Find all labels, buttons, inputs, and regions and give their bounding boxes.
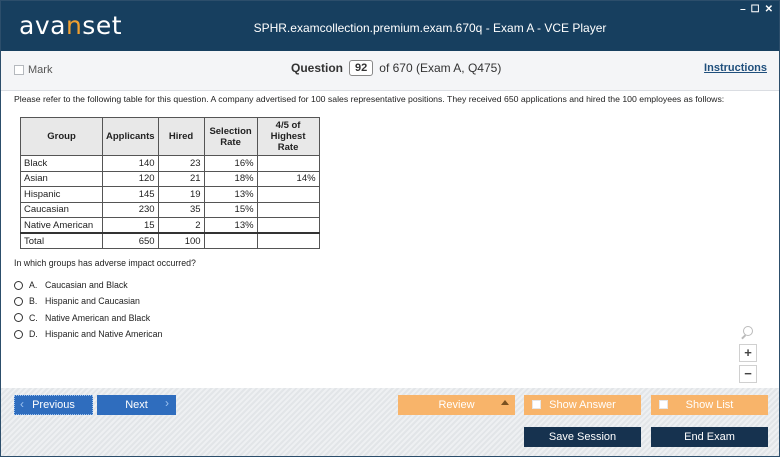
cell-applicants: 230 xyxy=(103,202,159,218)
cell-hired: 2 xyxy=(158,218,204,234)
radio-button[interactable] xyxy=(14,330,23,339)
option-letter: D. xyxy=(29,329,38,340)
cell-selection-rate: 15% xyxy=(204,202,257,218)
table-row xyxy=(21,187,320,203)
cell-highest-rate xyxy=(257,218,319,234)
answer-option-a[interactable] xyxy=(14,277,162,293)
cell-applicants: 650 xyxy=(103,233,159,249)
table-row xyxy=(21,171,320,187)
window-title: SPHR.examcollection.premium.exam.670q - Exam A - VCE Player xyxy=(253,21,607,35)
magnifier-icon xyxy=(740,325,756,341)
review-button[interactable] xyxy=(398,395,515,415)
col-header-group: Group xyxy=(21,118,103,156)
zoom-in-button[interactable]: + xyxy=(739,344,757,362)
close-icon[interactable]: ✕ xyxy=(764,4,773,15)
table-row xyxy=(21,202,320,218)
question-bar xyxy=(1,51,779,91)
title-bar xyxy=(1,1,779,51)
cell-applicants: 120 xyxy=(103,171,159,187)
cell-group: Asian xyxy=(21,171,103,187)
checkbox-icon xyxy=(659,400,668,409)
cell-highest-rate xyxy=(257,156,319,172)
instructions-link[interactable]: Instructions xyxy=(704,62,767,74)
radio-button[interactable] xyxy=(14,313,23,322)
table-total-row xyxy=(21,233,320,249)
mark-checkbox[interactable] xyxy=(14,64,52,76)
maximize-icon[interactable]: ☐ xyxy=(750,4,760,15)
show-answer-label: Show Answer xyxy=(549,399,616,411)
zoom-out-button[interactable]: − xyxy=(739,365,757,383)
table-row xyxy=(21,156,320,172)
option-letter: C. xyxy=(29,312,38,323)
show-list-label: Show List xyxy=(685,399,734,411)
chevron-left-icon: ‹ xyxy=(20,397,24,411)
option-text: Caucasian and Black xyxy=(45,280,128,291)
question-stem: Please refer to the following table for this question. A company advertised for 100 sales representative positions. They received 650 applications and hired the 100 employees as follows: xyxy=(14,94,725,104)
zoom-controls xyxy=(739,325,757,383)
cell-hired: 100 xyxy=(158,233,204,249)
avanset-logo: avanset xyxy=(19,11,123,40)
cell-hired: 21 xyxy=(158,171,204,187)
cell-selection-rate: 13% xyxy=(204,187,257,203)
cell-applicants: 15 xyxy=(103,218,159,234)
answer-option-b[interactable] xyxy=(14,293,162,309)
col-header-hired: Hired xyxy=(158,118,204,156)
option-text: Hispanic and Native American xyxy=(45,329,163,340)
cell-hired: 35 xyxy=(158,202,204,218)
cell-hired: 23 xyxy=(158,156,204,172)
cell-group: Caucasian xyxy=(21,202,103,218)
answer-options xyxy=(14,277,162,342)
cell-selection-rate: 18% xyxy=(204,171,257,187)
cell-group: Total xyxy=(21,233,103,249)
question-number-input[interactable]: 92 xyxy=(349,60,373,76)
bottom-toolbar xyxy=(1,388,779,456)
show-list-button[interactable] xyxy=(651,395,768,415)
cell-highest-rate xyxy=(257,233,319,249)
question-of-text: of 670 (Exam A, Q475) xyxy=(379,61,502,75)
save-session-button[interactable]: Save Session xyxy=(524,427,641,447)
next-label: Next xyxy=(125,399,148,411)
end-exam-button[interactable]: End Exam xyxy=(651,427,768,447)
option-letter: B. xyxy=(29,296,38,307)
chevron-right-icon: › xyxy=(165,396,169,410)
next-button[interactable] xyxy=(97,395,176,415)
cell-selection-rate: 13% xyxy=(204,218,257,234)
cell-highest-rate xyxy=(257,202,319,218)
question-number-display xyxy=(291,60,501,76)
option-letter: A. xyxy=(29,280,38,291)
cell-highest-rate: 14% xyxy=(257,171,319,187)
cell-selection-rate xyxy=(204,233,257,249)
cell-hired: 19 xyxy=(158,187,204,203)
question-prompt: In which groups has adverse impact occurred? xyxy=(14,258,196,268)
question-content xyxy=(1,92,779,388)
col-header-highest-rate: 4/5 of Highest Rate xyxy=(257,118,319,156)
previous-label: Previous xyxy=(32,399,75,411)
window-controls xyxy=(740,4,773,15)
col-header-selection-rate: Selection Rate xyxy=(204,118,257,156)
option-text: Native American and Black xyxy=(45,312,151,323)
cell-selection-rate: 16% xyxy=(204,156,257,172)
question-label: Question xyxy=(291,61,344,75)
answer-option-d[interactable] xyxy=(14,326,162,342)
show-answer-button[interactable] xyxy=(524,395,641,415)
cell-group: Hispanic xyxy=(21,187,103,203)
table-header-row xyxy=(21,118,320,156)
applicants-table xyxy=(20,117,320,249)
radio-button[interactable] xyxy=(14,297,23,306)
radio-button[interactable] xyxy=(14,281,23,290)
cell-applicants: 145 xyxy=(103,187,159,203)
answer-option-c[interactable] xyxy=(14,310,162,326)
cell-group: Native American xyxy=(21,218,103,234)
table-row xyxy=(21,218,320,234)
review-label: Review xyxy=(438,399,475,411)
option-text: Hispanic and Caucasian xyxy=(45,296,140,307)
minimize-icon[interactable]: – xyxy=(740,4,746,15)
cell-group: Black xyxy=(21,156,103,172)
checkbox-icon xyxy=(14,65,24,75)
mark-label: Mark xyxy=(28,64,53,76)
previous-button[interactable] xyxy=(14,395,93,415)
col-header-applicants: Applicants xyxy=(103,118,159,156)
cell-highest-rate xyxy=(257,187,319,203)
caret-up-icon xyxy=(501,400,509,405)
cell-applicants: 140 xyxy=(103,156,159,172)
checkbox-icon xyxy=(532,400,541,409)
